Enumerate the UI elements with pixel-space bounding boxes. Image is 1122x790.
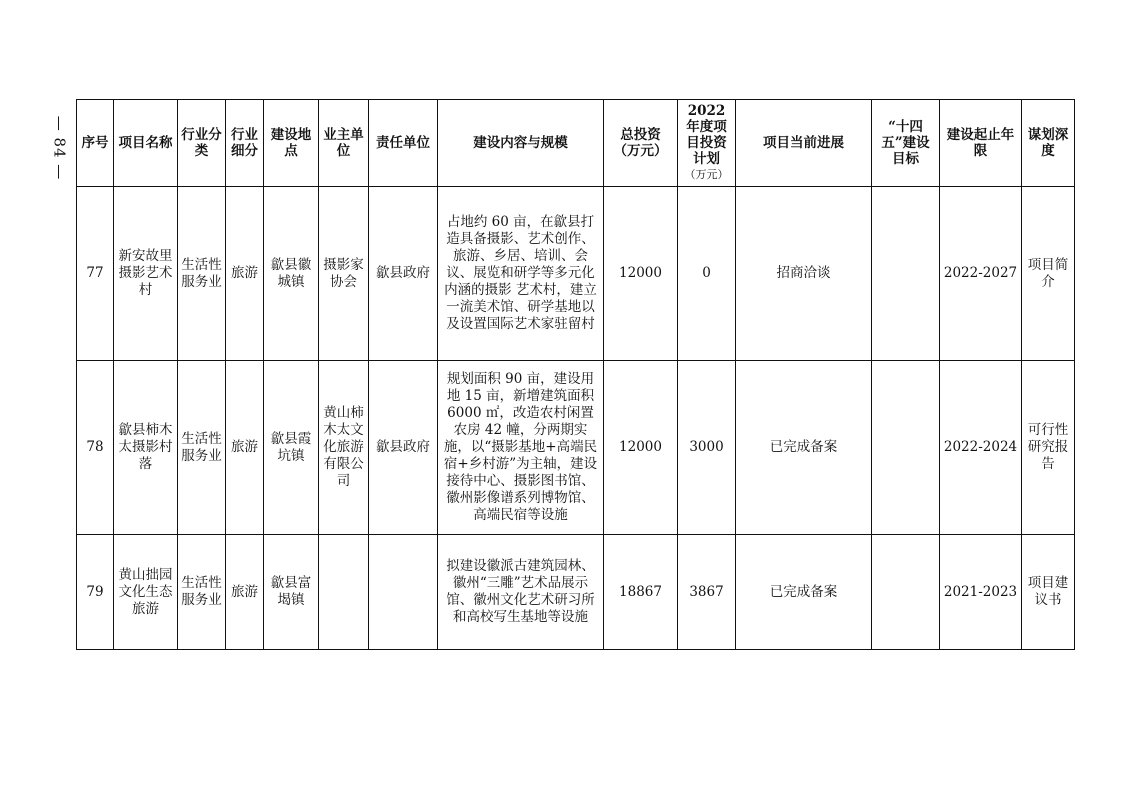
table-row <box>77 361 1075 535</box>
cell-plan: 3867 <box>678 535 736 650</box>
cell-sub: 旅游 <box>226 535 264 650</box>
cell-progress: 已完成备案 <box>736 535 872 650</box>
table-row <box>77 187 1075 361</box>
cell-owner <box>319 535 369 650</box>
cell-depth: 项目建议书 <box>1022 535 1075 650</box>
project-table <box>76 99 1075 650</box>
cell-progress: 招商洽谈 <box>736 187 872 361</box>
header-goal: “十四五”建设目标 <box>872 100 940 187</box>
cell-depth: 可行性研究报告 <box>1022 361 1075 535</box>
cell-site: 歙县富堨镇 <box>264 535 319 650</box>
cell-content: 拟建设徽派古建筑园林、徽州“三雕”艺术品展示馆、徽州文化艺术研习所和高校写生基地等设施 <box>438 535 604 650</box>
cell-sub: 旅游 <box>226 361 264 535</box>
cell-total: 12000 <box>604 361 678 535</box>
header-plan-unit: （万元） <box>684 168 729 181</box>
header-plan-label: 2022年度项目投资计划 <box>686 103 727 167</box>
cell-industry: 生活性服务业 <box>178 535 226 650</box>
cell-resp <box>369 535 438 650</box>
cell-period: 2022-2024 <box>940 361 1022 535</box>
cell-plan: 0 <box>678 187 736 361</box>
cell-content: 规划面积 90 亩，建设用地 15 亩，新增建筑面积 6000 ㎡，改造农村闲置农房 42 幢，分两期实施，以“摄影基地+高端民宿+乡村游”为主轴，建设接待中心、摄影图书馆、徽州影像谱系列博物馆、高端民宿等设施 <box>438 361 604 535</box>
cell-period: 2022-2027 <box>940 187 1022 361</box>
cell-goal <box>872 361 940 535</box>
header-name: 项目名称 <box>114 100 178 187</box>
header-resp: 责任单位 <box>369 100 438 187</box>
cell-name: 黄山拙园文化生态旅游 <box>114 535 178 650</box>
cell-seq: 79 <box>77 535 114 650</box>
header-seq: 序号 <box>77 100 114 187</box>
header-content: 建设内容与规模 <box>438 100 604 187</box>
cell-seq: 77 <box>77 187 114 361</box>
cell-goal <box>872 187 940 361</box>
header-sub: 行业细分 <box>226 100 264 187</box>
cell-site: 歙县徽城镇 <box>264 187 319 361</box>
cell-name: 歙县柿木太摄影村落 <box>114 361 178 535</box>
page-number-text: — 84 — <box>50 115 68 181</box>
cell-owner: 摄影家协会 <box>319 187 369 361</box>
cell-name: 新安故里摄影艺术村 <box>114 187 178 361</box>
cell-industry: 生活性服务业 <box>178 187 226 361</box>
cell-total: 18867 <box>604 535 678 650</box>
page-number <box>44 98 74 198</box>
header-total: 总投资（万元） <box>604 100 678 187</box>
table-row <box>77 535 1075 650</box>
header-industry: 行业分类 <box>178 100 226 187</box>
cell-goal <box>872 535 940 650</box>
cell-sub: 旅游 <box>226 187 264 361</box>
cell-seq: 78 <box>77 361 114 535</box>
header-site: 建设地点 <box>264 100 319 187</box>
cell-resp: 歙县政府 <box>369 187 438 361</box>
cell-plan: 3000 <box>678 361 736 535</box>
header-plan <box>678 100 736 187</box>
cell-period: 2021-2023 <box>940 535 1022 650</box>
cell-depth: 项目简介 <box>1022 187 1075 361</box>
cell-site: 歙县霞坑镇 <box>264 361 319 535</box>
header-period: 建设起止年限 <box>940 100 1022 187</box>
cell-resp: 歙县政府 <box>369 361 438 535</box>
cell-total: 12000 <box>604 187 678 361</box>
cell-industry: 生活性服务业 <box>178 361 226 535</box>
header-depth: 谋划深度 <box>1022 100 1075 187</box>
cell-progress: 已完成备案 <box>736 361 872 535</box>
cell-content: 占地约 60 亩，在歙县打造具备摄影、艺术创作、旅游、乡居、培训、会议、展览和研学等多元化内涵的摄影 艺术村，建立一流美术馆、研学基地以及设置国际艺术家驻留村 <box>438 187 604 361</box>
header-progress: 项目当前进展 <box>736 100 872 187</box>
header-owner: 业主单位 <box>319 100 369 187</box>
table-header-row <box>77 100 1075 187</box>
cell-owner: 黄山柿木太文化旅游有限公司 <box>319 361 369 535</box>
